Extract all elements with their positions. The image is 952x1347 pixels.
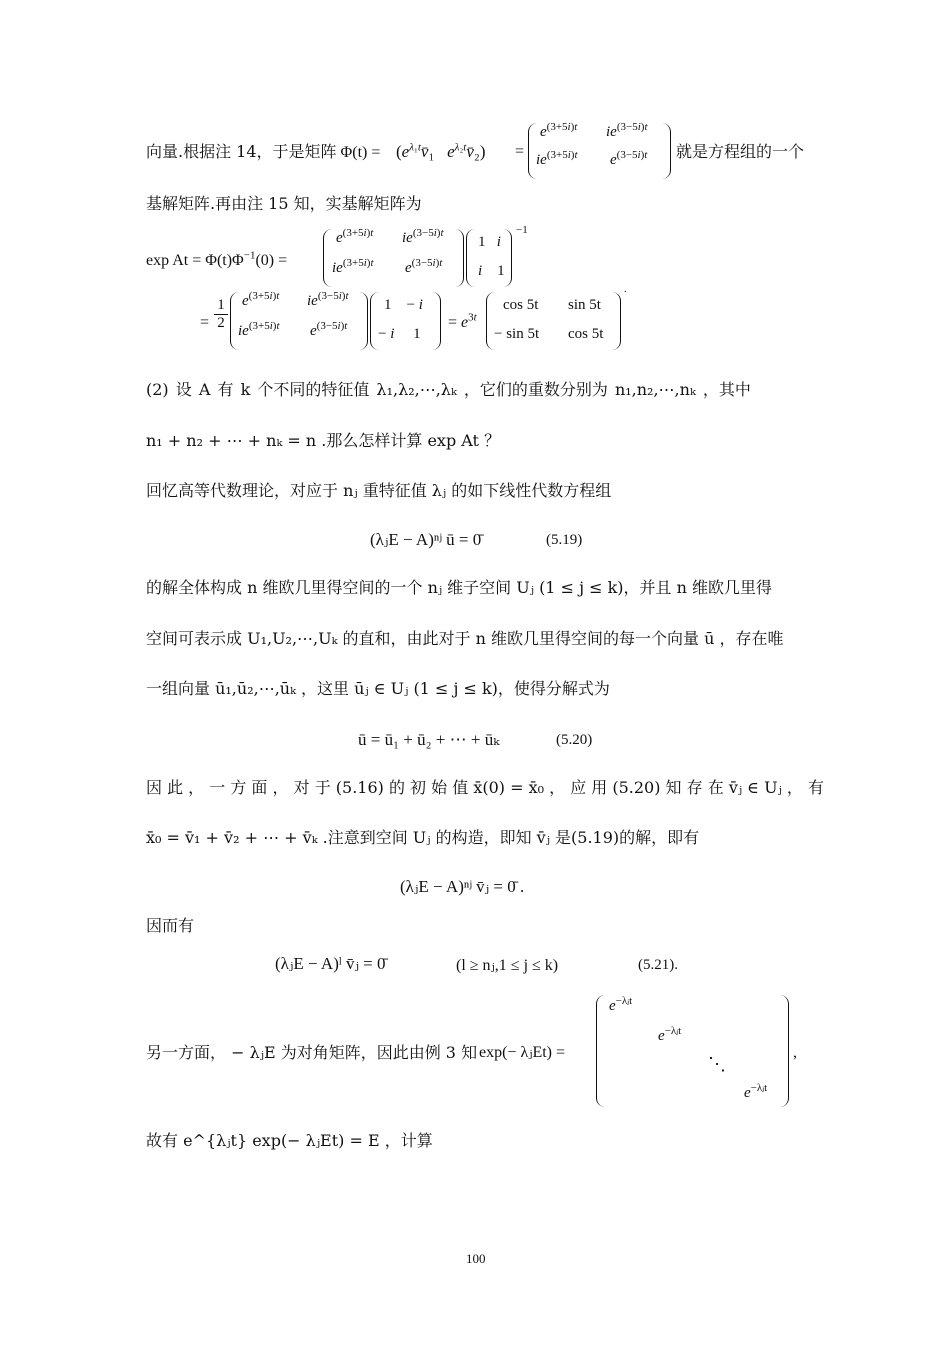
paragraph-8: 故有 e^{λⱼt} exp(− λⱼEt) = E ，计算 <box>146 1131 433 1150</box>
equation-521-number: (5.21). <box>638 957 678 973</box>
matrix3-entries-row2: i 1 <box>478 263 505 279</box>
matrix2-a11: $e^{(3+5i)t}$ <box>336 227 374 246</box>
matrix5-row2: − i 1 <box>378 326 421 342</box>
line1-prefix: 向量.根据注 14，于是矩阵 <box>146 142 337 161</box>
diag-entry-3 <box>744 1082 768 1102</box>
matrix6-a11: cos 5t <box>503 297 539 313</box>
matrix4-right-paren <box>359 292 368 350</box>
equation-520-number: (5.20) <box>556 732 593 748</box>
matrix3-entries: 1 i <box>478 234 501 250</box>
line1-suffix: 就是方程组的一个 <box>676 142 805 161</box>
equation-519-number: (5.19) <box>546 532 583 548</box>
matrix4-left-paren <box>230 292 239 350</box>
phi-vector-pair: ($e^{\lambda_1t}v̄_1$ $e^{\lambda_2t}v̄_2$) <box>396 141 486 161</box>
equation-519: (λⱼE − A)ⁿʲ ū = 0̄ <box>370 530 482 549</box>
inverse-exponent: −1 <box>516 224 528 236</box>
e3t-factor: = $e^{3t}$ <box>448 311 477 331</box>
matrix6-a12: sin 5t <box>568 297 601 313</box>
diag-entry-2 <box>658 1025 682 1045</box>
diag-entry-1 <box>609 995 633 1015</box>
matrix1-a11: $e^{(3+5i)t}$ <box>540 121 578 140</box>
matrix2-a21: $ie^{(3+5i)t}$ <box>332 257 374 276</box>
matrix2-a22: $e^{(3-5i)t}$ <box>405 257 443 276</box>
equation-521: (λⱼE − A)ˡ v̄ⱼ = 0̄ <box>275 954 386 973</box>
equation-520: ū = ū₁ + ū₂ + ⋯ + ūₖ <box>358 730 500 749</box>
matrix4-a12: $ie^{(3-5i)t}$ <box>307 290 349 309</box>
matrix2-right-paren <box>455 229 464 287</box>
matrix5-row1: 1 − i <box>384 297 423 313</box>
matrix6-a21: − sin 5t <box>494 326 540 342</box>
matrix1-a12: $ie^{(3-5i)t}$ <box>606 121 648 140</box>
paragraph-4-line-1: 的解全体构成 n 维欧几里得空间的一个 nⱼ 维子空间 Uⱼ (1 ≤ j ≤ k)，并且 n 维欧几里得 <box>146 578 773 597</box>
page-number: 100 <box>466 1251 486 1266</box>
diag-left-paren <box>596 995 605 1107</box>
matrix6-right-paren <box>612 292 621 350</box>
expA-lhs-text: exp At = Φ(t)Φ <box>146 252 244 269</box>
diag-entry-1-base: e <box>609 998 616 1014</box>
paragraph-5-line-1: 因 此 ， 一 方 面 ， 对 于 (5.16) 的 初 始 值 x̄(0) = x̄₀ ， 应 用 (5.20) 知 存 在 v̄ⱼ ∈ Uⱼ ， 有 <box>146 778 824 797</box>
paragraph-4-line-3: 一组向量 ū₁,ū₂,⋯,ūₖ ，这里 ūⱼ ∈ Uⱼ (1 ≤ j ≤ k)，使得分解式为 <box>146 679 610 698</box>
text-line-2: 基解矩阵.再由注 15 知，实基解矩阵为 <box>146 194 422 213</box>
diag-entry-1-exp: −λⱼt <box>615 995 633 1007</box>
paragraph-6: 因而有 <box>146 916 195 935</box>
trailing-period: . <box>624 284 627 295</box>
paragraph-7-tail: , <box>793 1044 797 1061</box>
paragraph-5-line-2: x̄₀ = v̄₁ + v̄₂ + ⋯ + v̄ₖ .注意到空间 Uⱼ 的构造，即知 v̄ⱼ 是(5.19)的解，即有 <box>146 828 700 847</box>
diag-entry-2-base: e <box>658 1028 665 1044</box>
diag-dots: ⋱ <box>708 1054 726 1074</box>
matrix1-right-paren <box>662 123 671 179</box>
matrix6-a22: cos 5t <box>568 326 604 342</box>
matrix2-left-paren <box>323 229 332 287</box>
diag-entry-3-exp: −λⱼt <box>750 1082 768 1094</box>
expA-equals-2: = <box>200 314 210 331</box>
matrix1-a22: $e^{(3-5i)t}$ <box>610 149 648 168</box>
matrix4-a11: $e^{(3+5i)t}$ <box>242 290 280 309</box>
exp-lambda-func: exp(− λⱼEt) = <box>479 1044 566 1061</box>
paragraph-4-line-2: 空间可表示成 U₁,U₂,⋯,Uₖ 的直和，由此对于 n 维欧几里得空间的每一个向量 ū ，存在唯 <box>146 629 784 648</box>
matrix3-right-paren <box>503 229 512 287</box>
matrix1-left-paren <box>528 123 537 179</box>
fraction-numerator: 1 <box>217 297 225 313</box>
matrix1-a21: $ie^{(3+5i)t}$ <box>536 149 578 168</box>
matrix4-a21: $ie^{(3+5i)t}$ <box>238 320 280 339</box>
fraction-denominator: 2 <box>214 314 228 332</box>
equation-mid: (λⱼE − A)ⁿʲ v̄ⱼ = 0̄ . <box>400 877 525 896</box>
equals-sign: = <box>515 143 525 160</box>
paragraph-2-line-2: n₁ + n₂ + ⋯ + nₖ = n .那么怎样计算 exp At ？ <box>146 431 501 450</box>
paragraph-3: 回忆高等代数理论，对应于 nⱼ 重特征值 λⱼ 的如下线性代数方程组 <box>146 481 612 500</box>
matrix5-right-paren <box>432 292 441 350</box>
diag-entry-3-base: e <box>744 1085 751 1101</box>
diag-right-paren <box>780 995 789 1107</box>
phi-lhs: Φ(t) = <box>340 144 381 161</box>
equation-521-condition: (l ≥ nⱼ,1 ≤ j ≤ k) <box>456 957 559 974</box>
paragraph-7: 另一方面， − λⱼE 为对角矩阵，因此由例 3 知 <box>146 1043 478 1062</box>
diag-entry-2-exp: −λⱼt <box>664 1025 682 1037</box>
matrix4-a22: $e^{(3-5i)t}$ <box>310 320 348 339</box>
expA-lhs-text2: (0) = <box>255 252 288 269</box>
text-line-1 <box>146 142 380 163</box>
matrix3-left-paren <box>466 229 475 287</box>
matrix2-a12: $ie^{(3-5i)t}$ <box>402 227 444 246</box>
fraction-half <box>214 297 228 332</box>
expA-lhs: $\exp At = \Phi(t)\Phi^{-1}(0)$ = <box>146 249 288 269</box>
paragraph-2-line-1: (2) 设 A 有 k 个不同的特征值 λ₁,λ₂,⋯,λₖ ，它们的重数分别为 n₁,n₂,⋯,nₖ ，其中 <box>146 380 751 399</box>
